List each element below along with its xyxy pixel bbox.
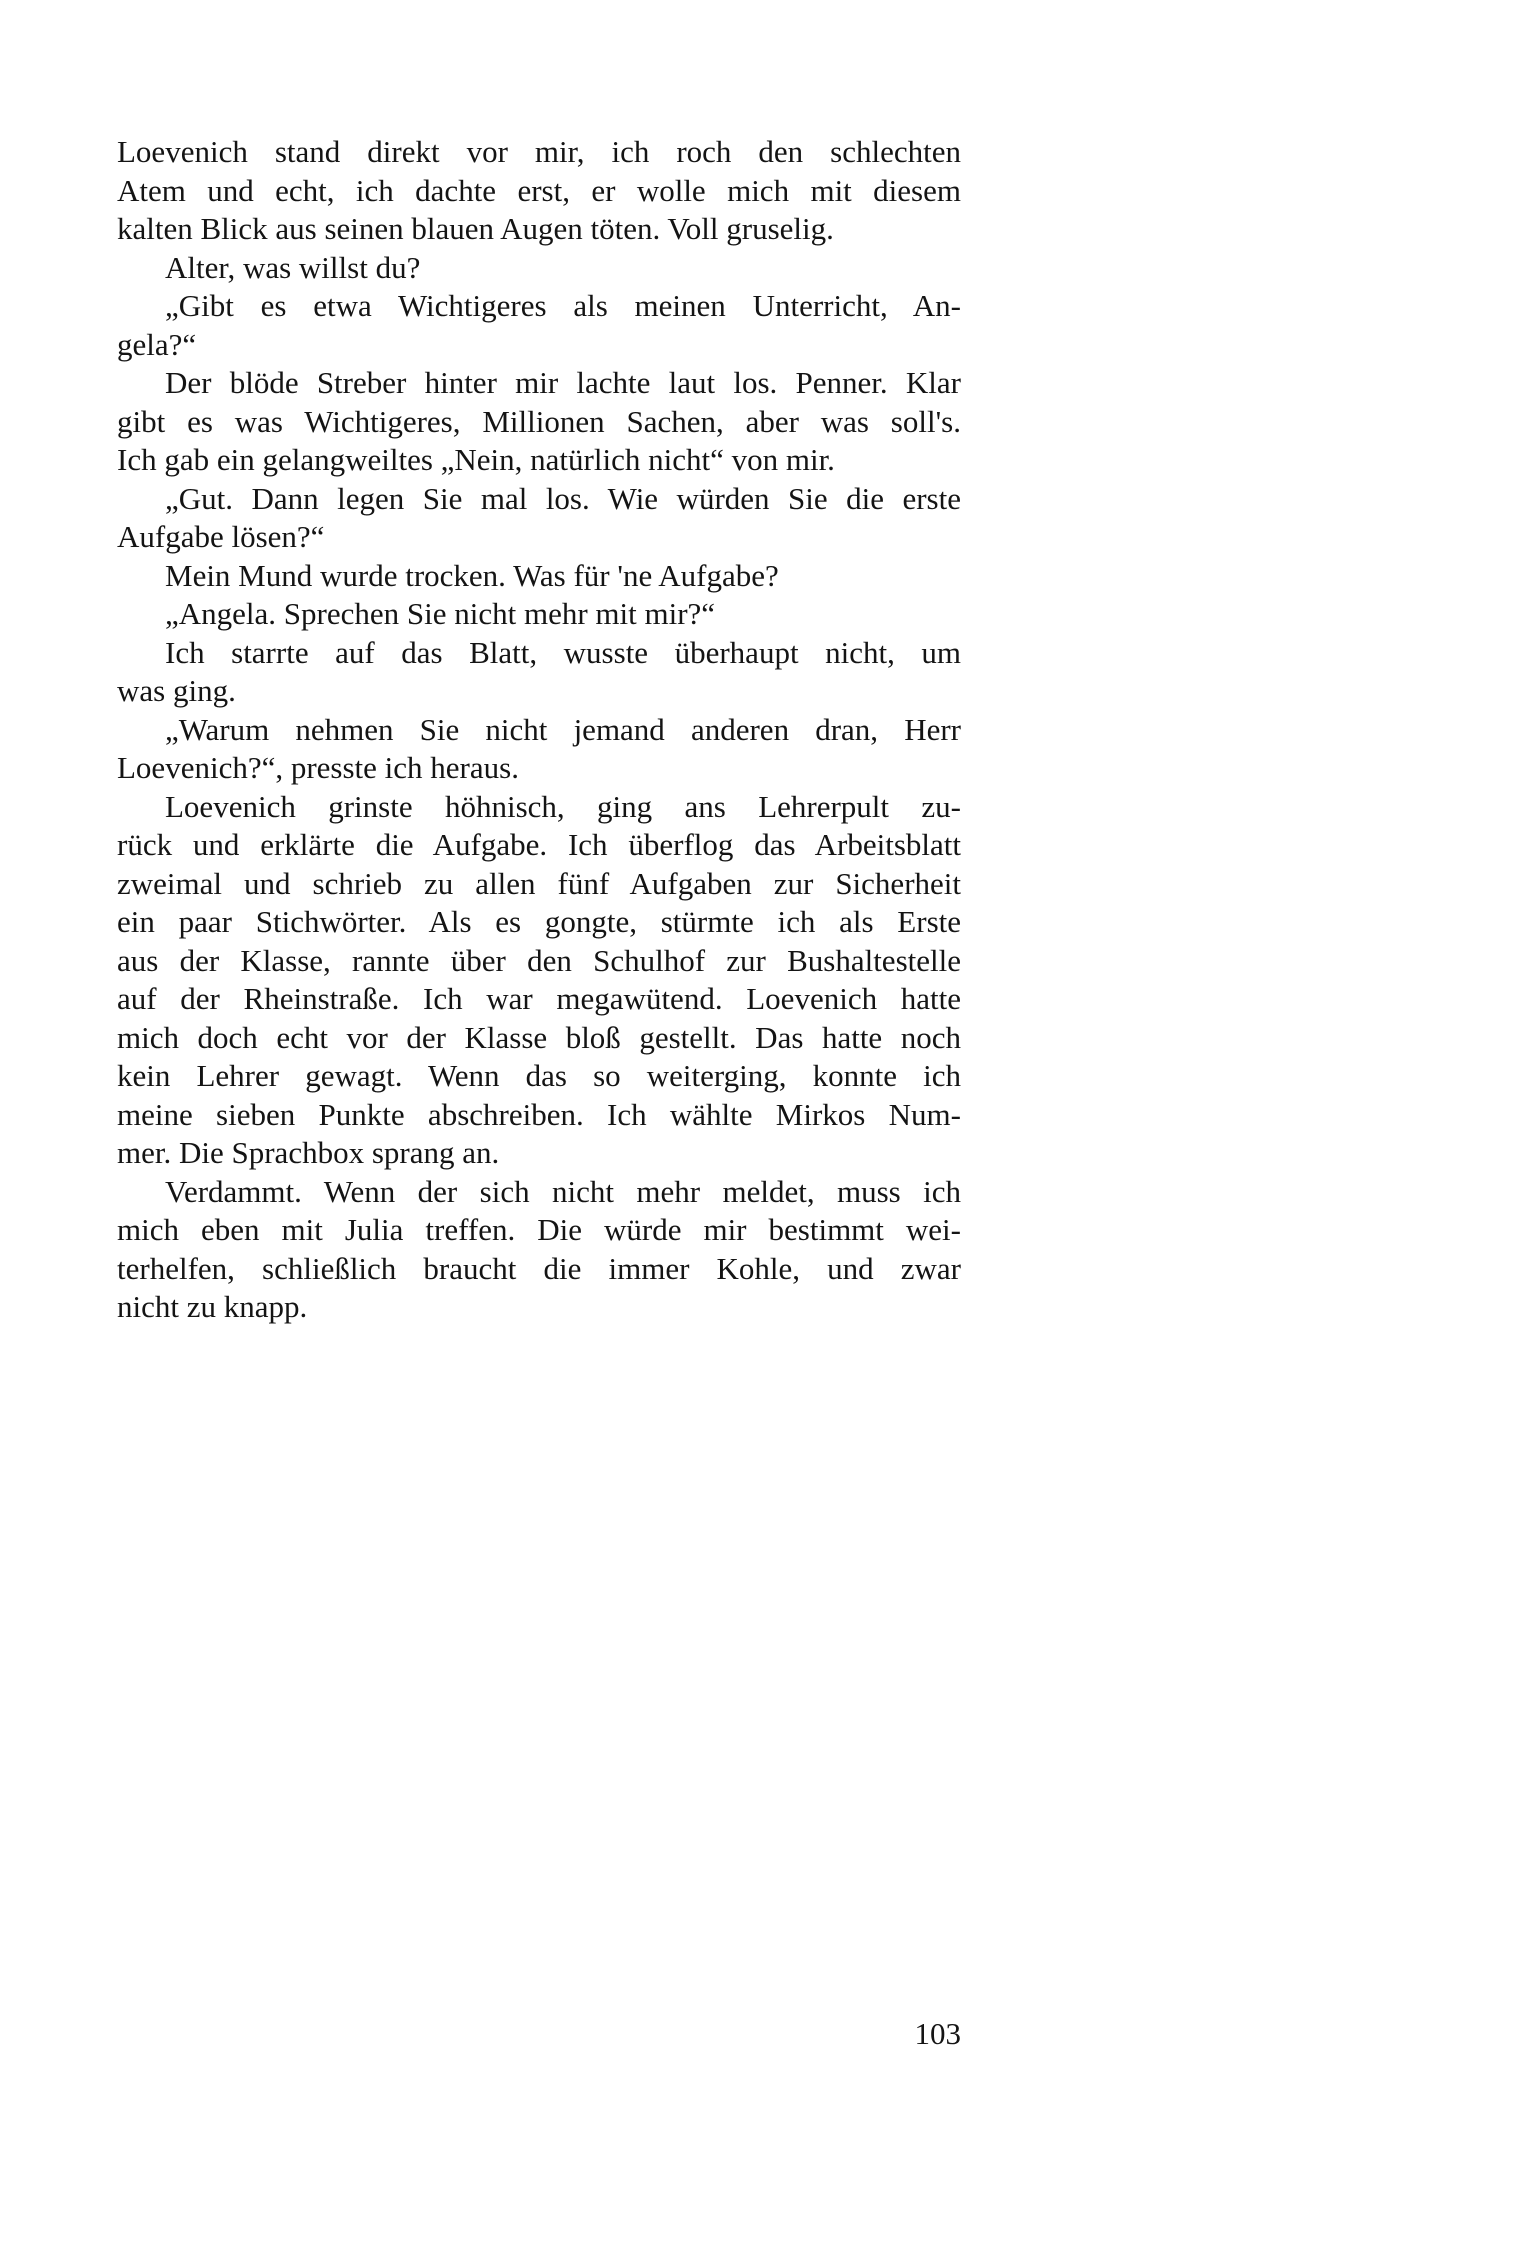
paragraph [117, 133, 961, 249]
text-line: Mein Mund wurde trocken. Was für 'ne Aufgabe? [165, 557, 779, 593]
text-line: „Gut. Dann legen Sie mal los. Wie würden Sie die erste [165, 480, 961, 516]
text-line: kein Lehrer gewagt. Wenn das so weiterging, konnte ich [117, 1058, 961, 1093]
paragraph [117, 634, 961, 711]
text-line: Aufgabe lösen?“ [117, 519, 325, 554]
paragraph [117, 287, 961, 364]
page-number: 103 [914, 2016, 961, 2051]
text-line: „Warum nehmen Sie nicht jemand anderen dran, Herr [165, 711, 961, 747]
page-text [117, 133, 961, 1327]
text-line: Ich starrte auf das Blatt, wusste überhaupt nicht, um [165, 634, 961, 670]
text-line: gibt es was Wichtigeres, Millionen Sachen, aber was soll's. [117, 403, 961, 439]
text-line: Loevenich grinste höhnisch, ging ans Lehrerpult zu- [165, 788, 961, 824]
paragraph [117, 249, 961, 288]
paragraph [117, 1173, 961, 1327]
text-line: Loevenich stand direkt vor mir, ich roch den schlechten [117, 134, 961, 169]
text-line: Ich gab ein gelangweiltes „Nein, natürlich nicht“ von mir. [117, 442, 835, 477]
text-line: mer. Die Sprachbox sprang an. [117, 1135, 500, 1170]
text-line: mich doch echt vor der Klasse bloß gestellt. Das hatte noch [117, 1019, 961, 1055]
text-line: „Angela. Sprechen Sie nicht mehr mit mir?“ [165, 596, 716, 631]
paragraph [117, 788, 961, 1173]
text-line: terhelfen, schließlich braucht die immer Kohle, und zwar [117, 1250, 961, 1286]
paragraph [117, 480, 961, 557]
text-line: Verdammt. Wenn der sich nicht mehr meldet, muss ich [165, 1173, 961, 1209]
paragraph [117, 711, 961, 788]
paragraph [117, 595, 961, 634]
text-line: „Gibt es etwa Wichtigeres als meinen Unterricht, An- [165, 288, 961, 323]
text-line: Alter, was willst du? [165, 249, 421, 285]
text-line: Loevenich?“, presste ich heraus. [117, 750, 519, 785]
text-line: mich eben mit Julia treffen. Die würde mir bestimmt wei- [117, 1212, 961, 1247]
text-line: nicht zu knapp. [117, 1289, 308, 1324]
text-line: was ging. [117, 673, 236, 708]
text-line: meine sieben Punkte abschreiben. Ich wählte Mirkos Num- [117, 1096, 961, 1132]
text-line: rück und erklärte die Aufgabe. Ich überflog das Arbeitsblatt [117, 827, 961, 862]
text-line: Der blöde Streber hinter mir lachte laut los. Penner. Klar [165, 365, 961, 400]
text-line: kalten Blick aus seinen blauen Augen töten. Voll gruselig. [117, 211, 834, 246]
text-line: aus der Klasse, rannte über den Schulhof zur Bushaltestelle [117, 942, 961, 978]
paragraph [117, 557, 961, 596]
text-line: gela?“ [117, 326, 197, 362]
paragraph [117, 364, 961, 480]
text-line: auf der Rheinstraße. Ich war megawütend. Loevenich hatte [117, 981, 961, 1016]
text-line: zweimal und schrieb zu allen fünf Aufgaben zur Sicherheit [117, 865, 961, 901]
text-line: ein paar Stichwörter. Als es gongte, stürmte ich als Erste [117, 904, 961, 939]
text-line: Atem und echt, ich dachte erst, er wolle mich mit diesem [117, 172, 961, 208]
